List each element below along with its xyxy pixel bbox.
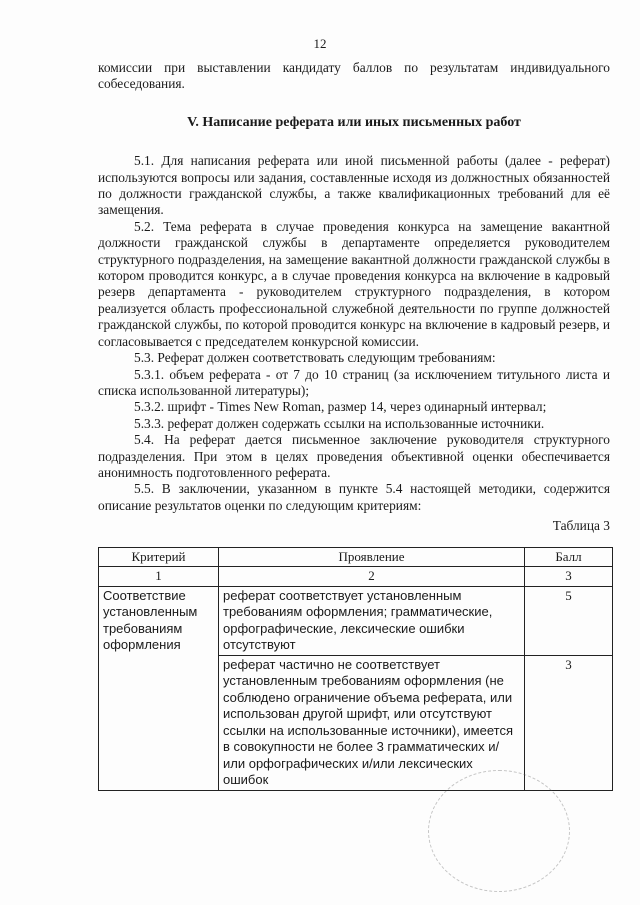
manifestation-cell: реферат соответствует установленным требованиям оформления; грамматические, орфографические, лексические ошибки отсутствуют	[219, 586, 525, 655]
table-row	[99, 586, 613, 655]
column-number-3: 3	[525, 567, 613, 587]
column-number-1: 1	[99, 567, 219, 587]
column-number-2: 2	[219, 567, 525, 587]
intro-paragraph: комиссии при выставлении кандидату баллов по результатам индивидуального собеседования.	[98, 60, 610, 92]
table-caption: Таблица 3	[552, 518, 610, 534]
manifestation-cell: реферат частично не соответствует установленным требованиям оформления (не соблюдено ограничение объема реферата, или использован другой шрифт, или отсутствуют ссылки на использованные источники), имеется в совокупности не более 3 грамматических и/или орфографических и/или лексических ошибок	[219, 655, 525, 790]
paragraph-5-3-3: 5.3.3. реферат должен содержать ссылки на использованные источники.	[134, 415, 545, 431]
paragraph-5-2: 5.2. Тема реферата в случае проведения конкурса на замещение вакантной должности гражданской службы в департаменте определяется руководителем структурного подразделения, на замещение вакантной должности гражданской службы в котором проводится конкурс, а в случае проведения конкурса на включение в кадровый резерв департамента - руководителем структурного подразделения, в котором реализуется область профессиональной служебной деятельности по группе должностей гражданской службы, по которой проводится конкурс на включение в кадровый резерв, и согласовывается с председателем конкурсной комиссии.	[98, 218, 610, 349]
paragraph-5-3-1: 5.3.1. объем реферата - от 7 до 10 страниц (за исключением титульного листа и списка использованной литературы);	[98, 366, 610, 398]
header-score: Балл	[525, 547, 613, 567]
score-cell: 3	[525, 655, 613, 790]
paragraph-5-3: 5.3. Реферат должен соответствовать следующим требованиям:	[134, 350, 496, 366]
table-number-row	[99, 567, 613, 587]
score-cell: 5	[525, 586, 613, 655]
criteria-table	[98, 547, 613, 791]
stamp-seal	[428, 770, 570, 892]
header-criterion: Критерий	[99, 547, 219, 567]
paragraph-5-4: 5.4. На реферат дается письменное заключение руководителя структурного подразделения. При этом в целях проведения объективной оценки обеспечивается анонимность подготовленного реферата.	[98, 432, 610, 480]
page-number: 12	[313, 36, 327, 51]
header-manifestation: Проявление	[219, 547, 525, 567]
paragraph-5-1: 5.1. Для написания реферата или иной письменной работы (далее - реферат) используются вопросы или задания, составленные исходя из должностных обязанностей по должности гражданской службы, а также квалификационных требований для её замещения.	[98, 153, 610, 218]
table-header-row	[99, 547, 613, 567]
criterion-cell: Соответствие установленным требованиям оформления	[99, 586, 219, 790]
document-body	[98, 60, 610, 791]
paragraph-5-3-2: 5.3.2. шрифт - Times New Roman, размер 14, через одинарный интервал;	[134, 399, 547, 415]
section-heading: V. Написание реферата или иных письменных работ	[187, 114, 521, 130]
paragraph-5-5: 5.5. В заключении, указанном в пункте 5.4 настоящей методики, содержится описание результатов оценки по следующим критериям:	[98, 481, 610, 513]
